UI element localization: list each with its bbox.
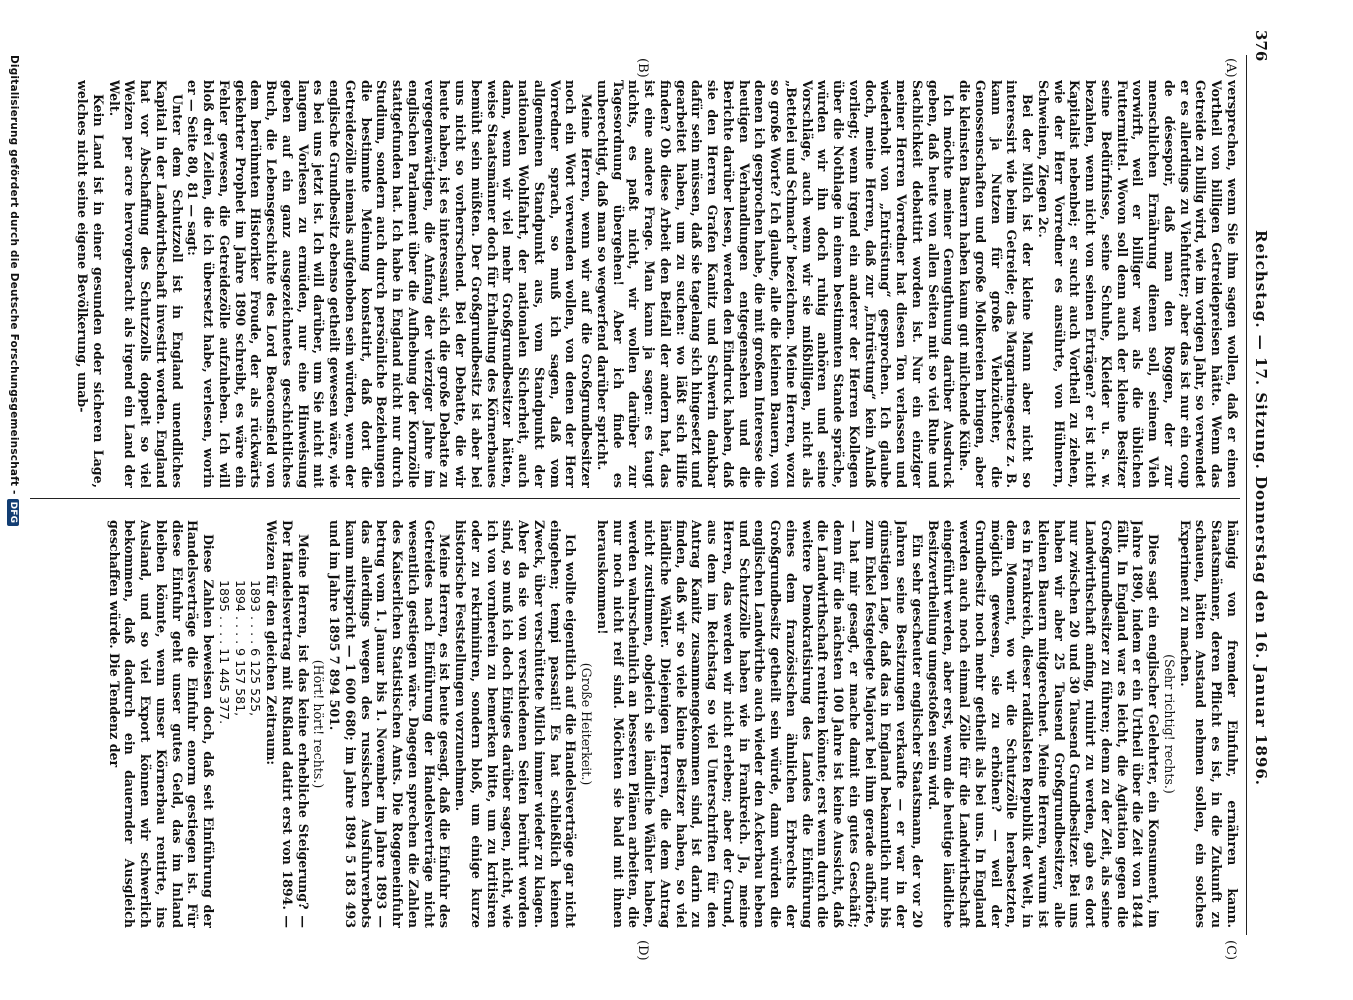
- running-header: [1246, 30, 1270, 930]
- running-title: Reichstag. — 17. Sitzung. Donnerstag den 16. Januar 1896.: [1252, 230, 1270, 787]
- paragraph: versprechen, wenn Sie ihm sagen wollen, daß er einen Vortheil von billigen Getreidepreisen hätte. Wenn das Getreide zu billig wird, wie im vorigen Jahr, so verwendet er es allerdings zu Viehfutter; aber das ist nur ein coup de désespoir, daß man den Roggen, der zur menschlichen Ernährung dienen soll, seinem Vieh vorwirft, weil er billiger war als die üblichen Futtermittel. Wovon soll denn auch der kleine Besitzer seine Bedürfnisse, seine Schuhe, Kleider u. s. w. bezahlen, wenn nicht von seinen Erträgen? er ist nicht Kapitalist nebenbei; er sucht auch Vortheil zu ziehen, wie der Herr Vorredner es ansührte, von Hühnern, Schweinen, Ziegen 2c.: [1036, 80, 1240, 488]
- column-divider: [30, 498, 1240, 499]
- paragraph: Bei der Milch ist der kleine Mann aber nicht so interessirt wie beim Getreide; das Margarinegesetz z. B. kann ja Nutzen für große Viehzüchter, die Genossenschaften und große Molkereien bringen, aber die kleinsten Bauern haben kaum gut milchende Kühe.: [957, 80, 1036, 488]
- quotation: hängig von fremder Einfuhr, ernähren kann. Staatsmänner, deren Pflicht es ist, in die Zukunft zu schauen, hätten Anstand nehmen sollen, ein solches Experiment zu machen.: [1177, 520, 1240, 928]
- paragraph: Diese Zahlen beweisen doch, daß seit Einführung der Handelsverträge die Einfuhr enorm gestiegen ist. Für diese Einfuhr geht unser gutes Geld, das im Inland bleiben könnte, wenn unser Körnerbau rentirte, ins Ausland, und so viel Export können wir schwerlich bekommen, daß dadurch ein dauernder Ausgleich geschaffen würde. Die Tendenz der: [106, 520, 217, 928]
- page-number: 376: [1252, 30, 1270, 62]
- right-column: [30, 520, 1240, 928]
- margin-marker-b: (B): [635, 58, 650, 78]
- interjection: (Sehr richtig! rechts.): [1162, 654, 1177, 794]
- paragraph: Ein sehr gescheuter englischer Staatsmann, der vor 20 Jahren seine Besitzungen verkaufte — er war in der günstigen Lage, daß das in England bekanntlich nur bis zum Enkel festgelegte Majorat bei ihm gerade aufhörte, — hat mir gesagt, er mache damit ein gutes Geschäft; denn für die nächsten 100 Jahre ist keine Aussicht, daß die Landwirthschaft rentiren könnte; erst wenn durch die weitere Demokratisirung des Landes die Einführung eines dem französischen ähnlichen Erbrechts der Großgrundbesitz getheilt sein würde, dann würden die englischen Landwirthe auch wieder den Ackerbau heben und Schutzzölle haben wie in Frankreich. Ja, meine Herren, das werden wir nicht erleben; aber der Grund, aus dem im Reichstag so viel Unterschriften für den Antrag Kanitz zusammengekommen sind, ist darin zu finden, daß wir so viele kleine Besitzer haben, so viel ländliche Wähler. Diejenigen Herren, die dem Antrag nicht zustimmen, obgleich sie ländliche Wähler haben, werden wahrscheinlich an besseren Plänen arbeiten, die nur noch nicht reif sind. Möchten sie bald mit ihnen herauskommen!: [595, 520, 925, 928]
- quotation: Kein Land ist in einer gesunden oder sicheren Lage, welches nicht seine eigene Bevölkerung, unab-: [75, 80, 106, 488]
- left-column: [30, 80, 1240, 488]
- interjection: (Große Heiterkeit.): [579, 662, 595, 786]
- digitization-credit: [2, 55, 20, 955]
- paragraph: Meine Herren, wenn wir auf die Großgrundbesitzer noch ein Wort verwenden wollen, von denen der Herr Vorredner sprach, so muß ich sagen, daß vom allgemeinen Standpunkt aus, vom Standpunkt der nationalen Wohlfahrt, der nationalen Sicherheit, auch dann, wenn wir viel mehr Großgrundbesitzer hätten, weise Staatsmänner doch für Erhaltung des Körnerbaues bemüht sein müßten. Der Großgrundbesitz ist aber bei uns nicht so vorherrschend. Bei der Debatte, die wir heute haben, ist es interessant, sich die große Debatte zu vergegenwärtigen, die Anfang der vierziger Jahre im englischen Parlament über die Aufhebung der Kornzölle stattgefunden hat. Ich habe in England nicht nur durch Studium, sondern auch durch persönliche Beziehungen die bestimmte Meinung konstatirt, daß dort die Getreidezölle niemals aufgehoben sein würden, wenn der englische Grundbesitz ebenso getheilt gewesen wäre, wie es bei uns jetzt ist. Ich will darüber, um Sie nicht mit langem Vorlesen zu ermüden, nur eine Hinweisung geben auf ein ganz ausgezeichnetes geschichtliches Buch, die Lebensgeschichte des Lord Beaconsfield von dem berühmten Historiker Froude, der als rückwärts gekehrter Prophet im Jahre 1890 schreibt, es wäre ein Fehler gewesen, die Getreidezölle aufzuheben. Ich will bloß drei Zeilen, die ich übersetzt habe, verlesen, worin er — Seite 80, 81 — sagt:: [185, 80, 595, 488]
- paragraph: Ich möchte meiner Genugthuung darüber Ausdruck geben, daß heute von allen Seiten mit so viel Ruhe und Sachlichkeit debattirt worden ist. Nur ein einziger meiner Herren Vorredner hat diesen Ton verlassen und wiederholt von „Entrüstung“ gesprochen. Ich glaube doch, meine Herren, daß zur „Entrüstung“ kein Anlaß vorliegt; wenn irgend ein anderer der Herren Kollegen über die Nothlage in einem bestimmten Stande spräche, würden wir ihn doch ruhig anhören und seine Vorschläge, auch wenn wir sie mißbilligen, nicht als „Bettelei und Schmach“ bezeichnen. Meine Herren, wozu so große Worte? Ich glaube, alle die kleinen Bauern, von denen ich gesprochen habe, die mit großem Interesse die heutigen Verhandlungen entgegensehen und die Berichte darüber lesen, werden den Eindruck haben, daß sie den Herren Grafen Kanitz und Schwerin dankbar dafür sein müssen, daß sie tagelang sich hingesetzt und gearbeitet haben, um zu suchen: wo läßt sich Hilfe finden? Ob diese Arbeit den Beifall der andern hat, das ist eine andere Frage. Man kann ja sagen: es taugt nichts, es paßt nicht, wir wollen darüber zur Tagesordnung übergehen! Aber ich finde es unberechtigt, daß man so wegwerfend darüber spricht.: [595, 80, 957, 488]
- paragraph: Ich wollte eigentlich auf die Handelsverträge gar nicht eingehen; tempi passati! Es hat schließlich keinen Zweck, über verschüttete Milch immer wieder zu klagen. Aber da sie von verschiedenen Seiten berührt worden sind, so muß ich doch Einiges darüber sagen, nicht, wie ich von vornherein zu bemerken bitte, um zu kritisiren oder zu rekriminiren, sondern bloß, um einige kurze historische Feststellungen vorzunehmen.: [453, 520, 579, 928]
- paragraph: Meine Herren, ist das keine erhebliche Steigerung? — Der Handelsvertrag mit Rußland datirt erst von 1894. — Weizen für den gleichen Zeitraum:: [264, 520, 311, 928]
- paragraph: Meine Herren, es ist heute gesagt, daß die Einfuhr des Getreides nach Einführung der Handelsverträge nicht wesentlich gestiegen wäre. Dagegen sprechen die Zahlen des Kaiserlichen Statistischen Amts. Die Roggeneinfuhr betrug vom 1. Januar bis 1. November im Jahre 1893 — das allerdings wegen des russischen Ausfuhrverbots kaum mitspricht — 1 600 680; im Jahre 1894 5 183 493 und im Jahre 1895 7 894 501.: [327, 520, 453, 928]
- margin-marker-c: (C): [1223, 940, 1238, 961]
- interjection: (Hört! hört! rechts.): [311, 659, 327, 789]
- import-figure-row: 1894 . . . . 9 157 581,: [232, 580, 248, 717]
- credit-text: Digitalisierung gefördert durch die Deutsche Forschungsgemeinschaft -: [8, 55, 20, 495]
- header-rule: [1246, 55, 1247, 935]
- margin-marker-a: (A): [1223, 58, 1238, 78]
- paragraph: Dies sagt ein englischer Gelehrter, ein Konsument, im Jahre 1890, indem er ein Urtheil über die Zeit von 1844 fällt. In England war es leicht, die Agitation gegen die Großgrundbesitzer zu führen; denn zu der Zeit, als seine Landwirthschaft anfing, ruinirt zu werden, gab es dort nur zwischen 20 und 30 Tausend Grundbesitzer. Bei uns haben wir aber 25 Tausend Großgrundbesitzer, alle kleinen Bauern mitgerechnet. Meine Herren, warum ist es in Frankreich, dieser radikalsten Republik der Welt, in dem Moment, wo wir die Schutzzölle herabsetzten, möglich gewesen, sie zu erhöhen? — weil der Grundbesitz noch mehr getheilt als bei uns. In England werden auch noch einmal Zölle für die Landwirthschaft eingeführt werden, aber erst, wenn die heutige ländliche Besitzvertheilung umgestoßen sein wird.: [925, 520, 1162, 928]
- margin-marker-d: (D): [635, 940, 650, 961]
- quotation: Unter dem Schutzzoll ist in England unendliches Kapital in der Landwirthschaft investirt worden. England hat vor Abschaffung des Schutzzolls doppelt so viel Weizen per acre hervorgebracht als irgend ein Land der Welt.: [106, 80, 185, 488]
- import-figure-row: 1895 . . . . 11 445 377.: [217, 580, 232, 725]
- dfg-logo: DFG: [7, 499, 19, 527]
- import-figure-row: 1893 . . . . 6 125 525,: [248, 580, 264, 717]
